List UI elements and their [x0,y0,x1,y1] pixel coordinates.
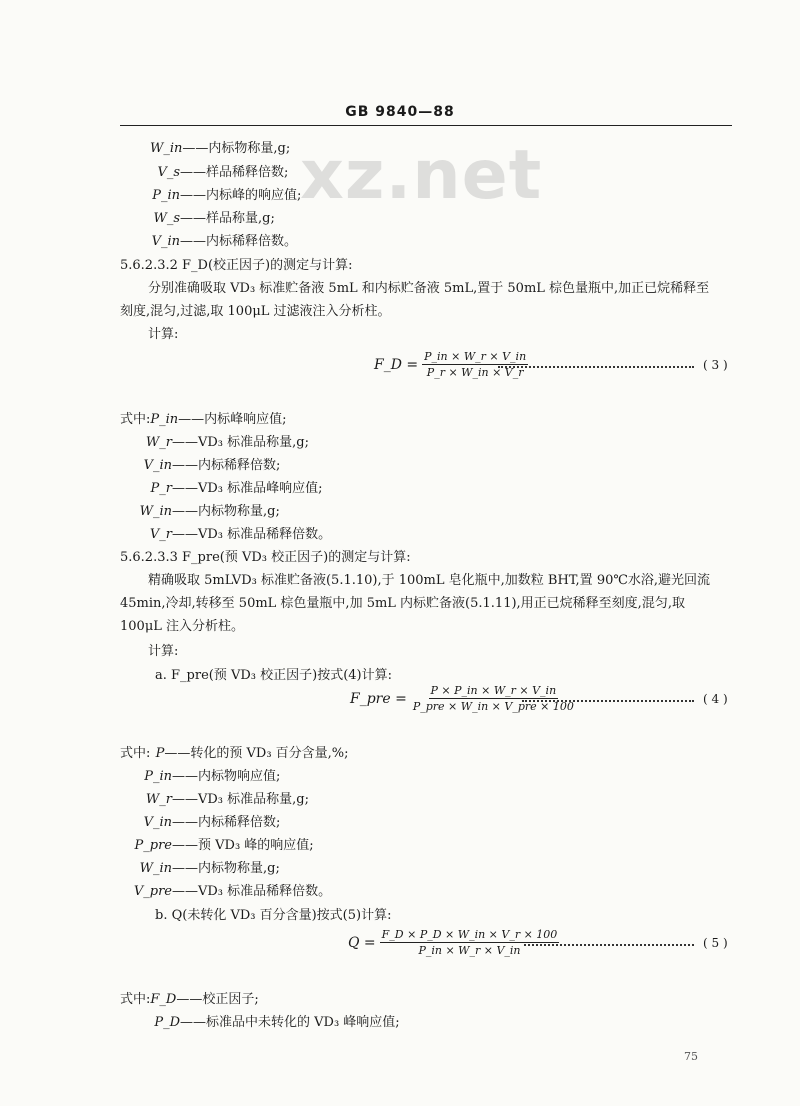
equation-4 [350,684,576,713]
paragraph-line: 100μL 注入分析柱。 [120,619,245,634]
dot-leader [524,944,694,946]
def-line [128,765,280,784]
def-line [150,137,290,156]
list-item-b: b. Q(未转化 VD₃ 百分含量)按式(5)计算: [155,908,392,923]
where-label: 式中: [120,746,151,761]
def-line [128,857,280,876]
equation-number: ( 3 ) [703,358,728,372]
calc-label: 计算: [148,327,179,342]
def-symbol: P [155,746,165,761]
def-line [128,811,280,830]
document-header: GB 9840—88 [345,104,455,120]
fraction [411,684,576,713]
def-symbol: V_in [143,458,172,473]
calc-label: 计算: [148,644,179,659]
denominator: P_in × W_r × V_in [418,944,521,957]
def-line [128,788,309,807]
def-text: ——VD₃ 标准品称量,g; [172,435,309,450]
paragraph-line: 精确吸取 5mLVD₃ 标准贮备液(5.1.10),于 100mL 皂化瓶中,加数粒 BHT,置 90℃水浴,避光回流 [148,573,711,588]
dot-leader [522,700,694,702]
def-text: ——VD₃ 标准品稀释倍数。 [172,527,332,542]
where-label: 式中: [120,412,151,427]
def-text: ——VD₃ 标准品称量,g; [172,792,309,807]
def-text: ——内标峰响应值; [178,412,287,427]
def-text: ——内标物响应值; [172,769,281,784]
paragraph-line: 45min,冷却,转移至 50mL 棕色量瓶中,加 5mL 内标贮备液(5.1.11),用正已烷稀释至刻度,混匀,取 [120,596,685,611]
def-text: ——内标峰的响应值; [180,188,302,203]
def-line [120,742,349,761]
def-symbol: V_in [151,234,180,249]
def-line [128,454,280,473]
def-symbol: W_r [145,792,172,807]
def-text: ——校正因子; [176,992,259,1007]
fraction [380,928,560,957]
section-heading: 5.6.2.3.3 F_pre(预 VD₃ 校正因子)的测定与计算: [120,550,411,565]
def-symbol: W_in [150,141,183,156]
def-line [128,523,331,542]
def-line [120,988,259,1007]
def-text: ——内标稀释倍数; [172,458,281,473]
def-line [128,500,280,519]
def-text: ——内标物称量,g; [172,504,280,519]
equation-lhs: F_D = [374,356,419,373]
header-rule [120,125,732,126]
equation-lhs: Q = [348,934,376,951]
def-symbol: V_s [157,165,180,180]
def-symbol: P_pre [134,838,172,853]
def-line [128,477,323,496]
def-line [150,230,297,249]
where-label: 式中: [120,992,151,1007]
def-line [128,431,309,450]
equation-lhs: F_pre = [350,690,407,707]
equation-number: ( 5 ) [703,936,728,950]
def-text: ——标准品中未转化的 VD₃ 峰响应值; [180,1015,400,1030]
equation-5 [348,928,559,957]
def-line [128,1011,400,1030]
page-number: 75 [684,1050,698,1063]
equation-3 [374,350,528,379]
def-symbol: V_pre [133,884,172,899]
def-text: ——样品称量,g; [180,211,275,226]
def-symbol: P_in [150,412,179,427]
def-symbol: P_in [152,188,180,203]
paragraph-line: 刻度,混匀,过滤,取 100μL 过滤液注入分析柱。 [120,304,391,319]
def-symbol: P_in [144,769,172,784]
def-line [150,184,301,203]
def-text: ——转化的预 VD₃ 百分含量,%; [164,746,349,761]
numerator: P_in × W_r × V_in [424,350,527,363]
def-line [128,880,331,899]
def-text: ——内标稀释倍数; [172,815,281,830]
dot-leader [498,366,694,368]
def-text: ——VD₃ 标准品峰响应值; [172,481,323,496]
denominator: P_pre × W_in × V_pre × 100 [412,700,574,713]
def-text: ——样品稀释倍数; [180,165,289,180]
list-item-a: a. F_pre(预 VD₃ 校正因子)按式(4)计算: [155,668,392,683]
watermark: xz.net [300,136,543,215]
section-heading: 5.6.2.3.2 F_D(校正因子)的测定与计算: [120,258,353,273]
def-text: ——内标物称量,g; [182,141,291,156]
def-symbol: P_r [150,481,172,496]
def-symbol: P_D [154,1015,180,1030]
def-symbol: W_in [139,861,172,876]
equation-number: ( 4 ) [703,692,728,706]
numerator: F_D × P_D × W_in × V_r × 100 [381,928,558,941]
def-symbol: F_D [150,992,177,1007]
def-line [128,834,314,853]
def-text: ——预 VD₃ 峰的响应值; [172,838,314,853]
def-symbol: V_in [143,815,172,830]
def-symbol: W_r [145,435,172,450]
def-text: ——VD₃ 标准品稀释倍数。 [172,884,332,899]
numerator: P × P_in × W_r × V_in [430,684,557,697]
def-line [150,161,288,180]
paragraph-line: 分别准确吸取 VD₃ 标准贮备液 5mL 和内标贮备液 5mL,置于 50mL 棕色量瓶中,加正已烷稀释至 [148,281,710,296]
def-text: ——内标物称量,g; [172,861,280,876]
def-symbol: W_in [139,504,172,519]
def-symbol: V_r [149,527,172,542]
denominator: P_r × W_in × V_r [426,366,524,379]
fraction [422,350,528,379]
def-line [120,408,287,427]
def-symbol: W_s [153,211,180,226]
def-text: ——内标稀释倍数。 [180,234,298,249]
def-line [150,207,275,226]
